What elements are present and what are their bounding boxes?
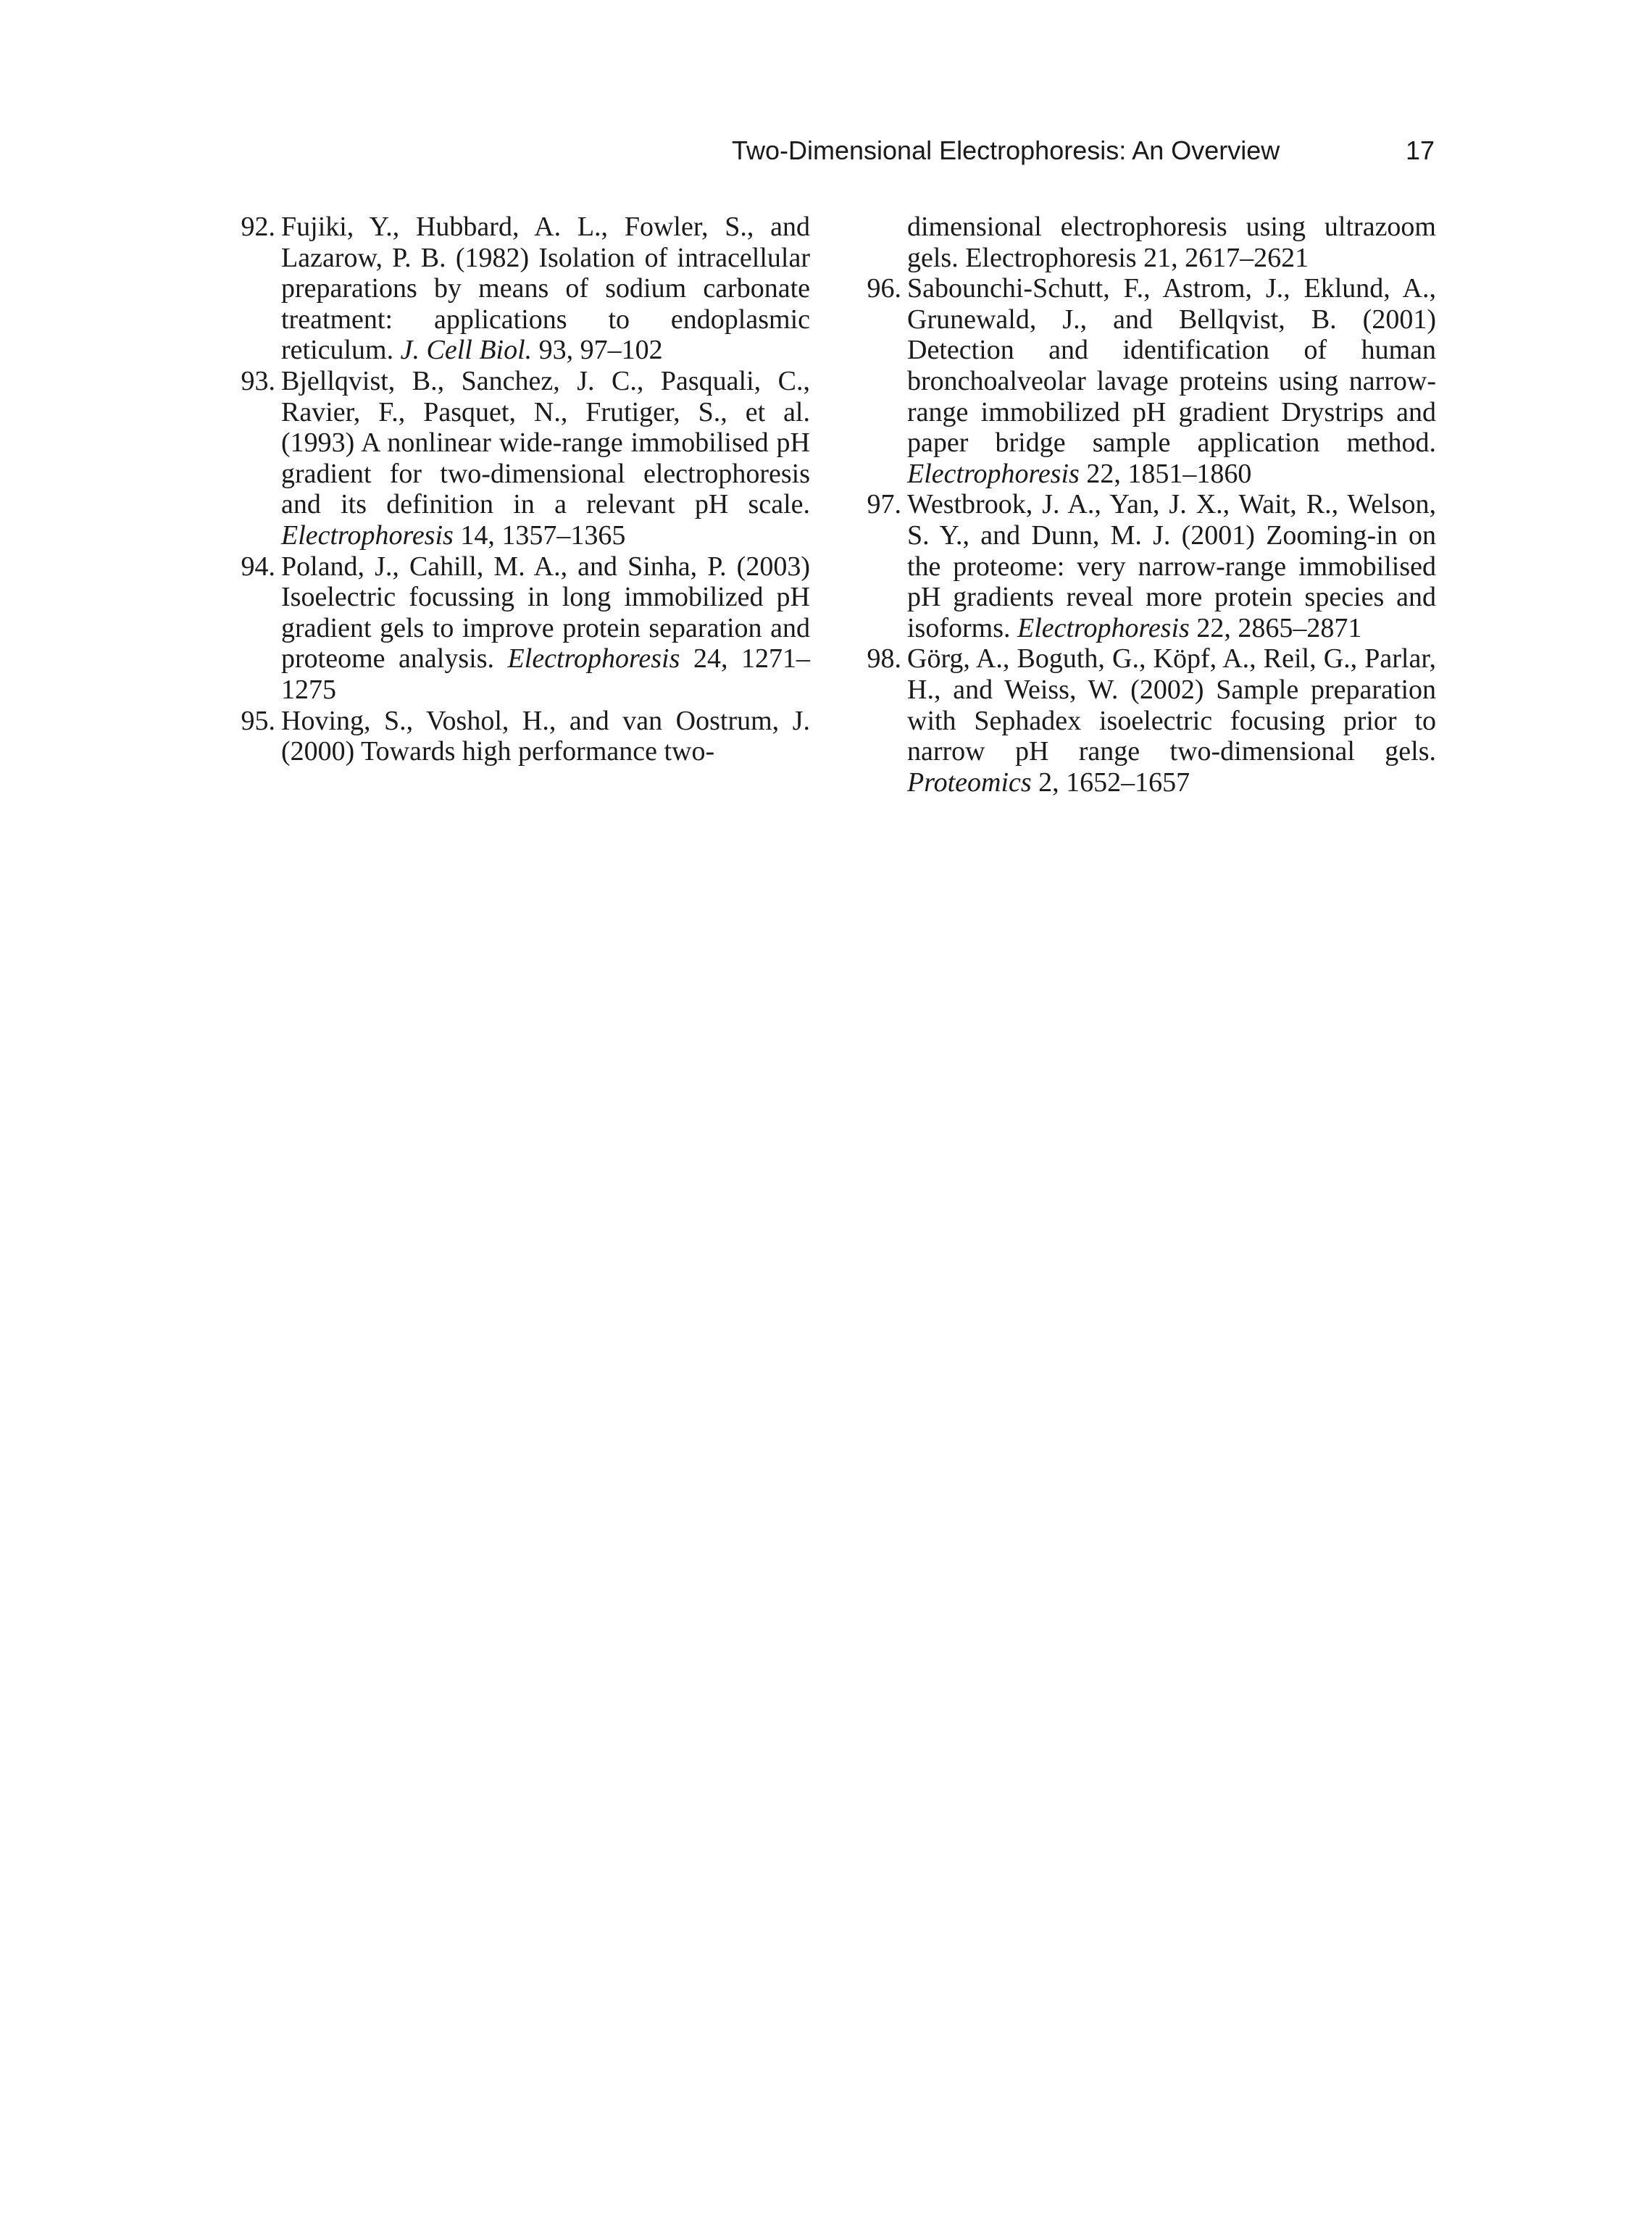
reference-volume-pages: 2, 1652–1657 — [1038, 767, 1190, 798]
reference-text: Hoving, S., Voshol, H., and van Oostrum, J. (2000) Towards high performance two- — [281, 705, 810, 767]
reference-volume-pages: 24, 1271–1275 — [281, 643, 810, 705]
reference-number: 92. — [241, 212, 275, 242]
reference-text: dimensional electrophoresis using ultrazoom gels. — [907, 212, 1436, 273]
reference-95 — [226, 706, 810, 767]
journal-name: Electrophoresis — [1017, 612, 1190, 643]
reference-volume-pages: 14, 1357–1365 — [460, 519, 626, 551]
journal-name: Proteomics — [907, 767, 1032, 798]
reference-text: Görg, A., Boguth, G., Köpf, A., Reil, G., Parlar, H., and Weiss, W. (2002) Sample preparation with Sephadex isoelectric focusing prior to narrow pH range two-dimensional gels. — [907, 643, 1436, 767]
reference-number: 93. — [241, 365, 275, 396]
journal-name: Electrophoresis — [507, 643, 680, 675]
reference-number: 96. — [867, 273, 901, 304]
journal-name: Electrophoresis — [281, 519, 454, 551]
reference-number: 95. — [241, 705, 275, 736]
right-column — [852, 212, 1436, 798]
reference-volume-pages: 22, 1851–1860 — [1086, 458, 1252, 489]
reference-94 — [226, 551, 810, 706]
journal-name: Electrophoresis — [907, 458, 1080, 489]
running-head — [732, 129, 1435, 172]
journal-name: Electrophoresis — [965, 242, 1137, 273]
reference-text: Westbrook, J. A., Yan, J. X., Wait, R., Welson, S. Y., and Dunn, M. J. (2001) Zooming-in on the proteome: very narrow-range immobilised pH gradients reveal more protein species and isoforms. — [907, 489, 1436, 643]
reference-volume-pages: 21, 2617–2621 — [1143, 242, 1309, 273]
running-title: Two-Dimensional Electrophoresis: An Overview — [732, 135, 1280, 165]
reference-text: Fujiki, Y., Hubbard, A. L., Fowler, S., and Lazarow, P. B. (1982) Isolation of intracellular preparations by means of sodium carbonate treatment: applications to endoplasmic reticulum. — [281, 212, 810, 366]
reference-98 — [852, 643, 1436, 798]
reference-text: Sabounchi-Schutt, F., Astrom, J., Eklund, A., Grunewald, J., and Bellqvist, B. (2001) Detection and identification of human bronchoalveolar lavage proteins using narrow-range immobilized pH gradient Drystrips and paper bridge sample application method. — [907, 273, 1436, 459]
reference-95-continuation — [852, 212, 1436, 273]
page-number: 17 — [1405, 135, 1435, 165]
journal-name: J. Cell Biol. — [400, 335, 533, 366]
reference-92 — [226, 212, 810, 366]
reference-96 — [852, 273, 1436, 489]
reference-number: 94. — [241, 551, 275, 582]
reference-volume-pages: 22, 2865–2871 — [1196, 612, 1362, 643]
reference-number: 98. — [867, 643, 901, 675]
reference-text: Poland, J., Cahill, M. A., and Sinha, P. (2003) Isoelectric focussing in long immobilized pH gradient gels to improve protein separation and proteome analysis. — [281, 551, 810, 675]
reference-97 — [852, 489, 1436, 643]
reference-number: 97. — [867, 489, 901, 520]
left-column — [226, 212, 810, 767]
reference-volume-pages: 93, 97–102 — [538, 335, 663, 366]
reference-text: Bjellqvist, B., Sanchez, J. C., Pasquali, C., Ravier, F., Pasquet, N., Frutiger, S., et al. (1993) A nonlinear wide-range immobilised pH gradient for two-dimensional electrophoresis and its definition in a relevant pH scale. — [281, 365, 810, 520]
reference-93 — [226, 366, 810, 551]
